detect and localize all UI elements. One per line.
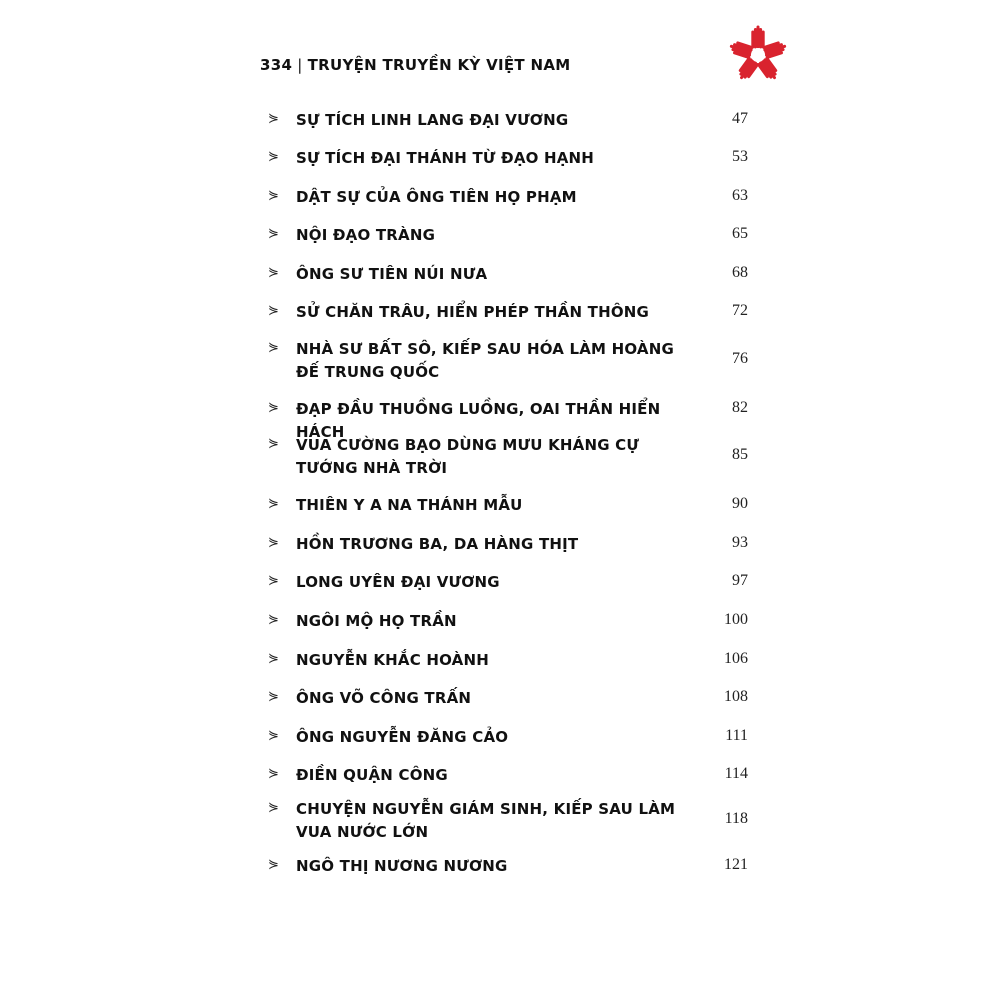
toc-entry-page: 106 (724, 650, 748, 667)
toc-entry-page: 100 (724, 611, 748, 628)
chevron-bullet-icon: ⋟ (268, 612, 279, 627)
chevron-bullet-icon: ⋟ (268, 111, 279, 126)
toc-entry-title: DẬT SỰ CỦA ÔNG TIÊN HỌ PHẠM (296, 188, 577, 206)
chevron-bullet-icon: ⋟ (268, 857, 279, 872)
toc-entry-page: 93 (732, 534, 748, 551)
chevron-bullet-icon: ⋟ (268, 226, 279, 241)
toc-entry-title: THIÊN Y A NA THÁNH MẪU (296, 496, 523, 514)
chevron-bullet-icon: ⋟ (268, 800, 279, 815)
toc-entry[interactable] (268, 338, 748, 384)
toc-entry[interactable] (268, 687, 748, 711)
toc-entry-page: 76 (732, 350, 748, 367)
toc-entry-title: VUA CƯỜNG BẠO DÙNG MƯU KHÁNG CỰ TƯỚNG NHÀ TRỜI (296, 436, 640, 477)
toc-entry-title: CHUYỆN NGUYỄN GIÁM SINH, KIẾP SAU LÀM VUA NƯỚC LỚN (296, 800, 676, 841)
toc-entry[interactable] (268, 571, 748, 595)
toc-entry-page: 108 (724, 688, 748, 705)
toc-entry-title: NGÔ THỊ NƯƠNG NƯƠNG (296, 857, 508, 875)
chevron-bullet-icon: ⋟ (268, 400, 279, 415)
chevron-bullet-icon: ⋟ (268, 303, 279, 318)
toc-entry-page: 118 (724, 810, 748, 827)
toc-entry-page: 47 (732, 110, 748, 127)
toc-entry[interactable] (268, 186, 748, 210)
toc-entry[interactable] (268, 764, 748, 788)
toc-entry-title: LONG UYÊN ĐẠI VƯƠNG (296, 573, 500, 591)
toc-entry-page: 121 (724, 856, 748, 873)
toc-entry-page: 85 (732, 446, 748, 463)
toc-entry-title: NỘI ĐẠO TRÀNG (296, 226, 436, 244)
chevron-bullet-icon: ⋟ (268, 265, 279, 280)
toc-entry[interactable] (268, 109, 748, 133)
toc-entry-title: ÔNG VÕ CÔNG TRẤN (296, 689, 472, 707)
toc-entry[interactable] (268, 798, 748, 844)
header-page-number: 334 (260, 56, 293, 74)
chevron-bullet-icon: ⋟ (268, 651, 279, 666)
toc-entry-title: ÔNG SƯ TIÊN NÚI NƯA (296, 265, 488, 283)
chevron-bullet-icon: ⋟ (268, 573, 279, 588)
chevron-bullet-icon: ⋟ (268, 149, 279, 164)
toc-entry-title: NGUYỄN KHẮC HOÀNH (296, 651, 489, 669)
chevron-bullet-icon: ⋟ (268, 766, 279, 781)
toc-entry-title: HỒN TRƯƠNG BA, DA HÀNG THỊT (296, 535, 579, 553)
toc-entry-page: 65 (732, 225, 748, 242)
toc-entry-page: 82 (732, 399, 748, 416)
chevron-bullet-icon: ⋟ (268, 689, 279, 704)
chevron-bullet-icon: ⋟ (268, 535, 279, 550)
toc-entry[interactable] (268, 301, 748, 325)
chevron-bullet-icon: ⋟ (268, 188, 279, 203)
chevron-bullet-icon: ⋟ (268, 436, 279, 451)
toc-entry[interactable] (268, 147, 748, 171)
toc-entry[interactable] (268, 263, 748, 287)
toc-entry-title: ĐIỀN QUẬN CÔNG (296, 766, 448, 784)
toc-entry-page: 68 (732, 264, 748, 281)
toc-entry[interactable] (268, 855, 748, 879)
toc-entry[interactable] (268, 649, 748, 673)
header-separator: | (297, 56, 303, 74)
chevron-bullet-icon: ⋟ (268, 340, 279, 355)
toc-entry-page: 72 (732, 302, 748, 319)
toc-entry-page: 111 (725, 727, 748, 744)
toc-entry-title: SỰ TÍCH LINH LANG ĐẠI VƯƠNG (296, 111, 569, 129)
toc-entry[interactable] (268, 398, 748, 441)
toc-entry-title: NGÔI MỘ HỌ TRẦN (296, 612, 457, 630)
toc-entry-title: SỬ CHĂN TRÂU, HIỂN PHÉP THẦN THÔNG (296, 303, 650, 321)
toc-entry-title: NHÀ SƯ BẤT SÔ, KIẾP SAU HÓA LÀM HOÀNG ĐẾ TRUNG QUỐC (296, 340, 674, 381)
toc-entry-title: SỰ TÍCH ĐẠI THÁNH TỪ ĐẠO HẠNH (296, 149, 595, 167)
toc-entry[interactable] (268, 533, 748, 557)
chevron-bullet-icon: ⋟ (268, 728, 279, 743)
chevron-bullet-icon: ⋟ (268, 496, 279, 511)
toc-entry-page: 90 (732, 495, 748, 512)
toc-entry-page: 63 (732, 187, 748, 204)
toc-entry[interactable] (268, 726, 748, 750)
toc-entry-title: ÔNG NGUYỄN ĐĂNG CẢO (296, 728, 509, 746)
toc-entry[interactable] (268, 434, 748, 480)
toc-entry-page: 97 (732, 572, 748, 589)
toc-entry-title: ĐẠP ĐẦU THUỒNG LUỒNG, OAI THẦN HIỂN HÁCH (296, 400, 661, 441)
toc-entry-page: 114 (724, 765, 748, 782)
toc-entry[interactable] (268, 610, 748, 634)
toc-entry[interactable] (268, 494, 748, 518)
toc-entry[interactable] (268, 224, 748, 248)
toc-entry-page: 53 (732, 148, 748, 165)
header-book-title: TRUYỆN TRUYỀN KỲ VIỆT NAM (307, 56, 571, 74)
